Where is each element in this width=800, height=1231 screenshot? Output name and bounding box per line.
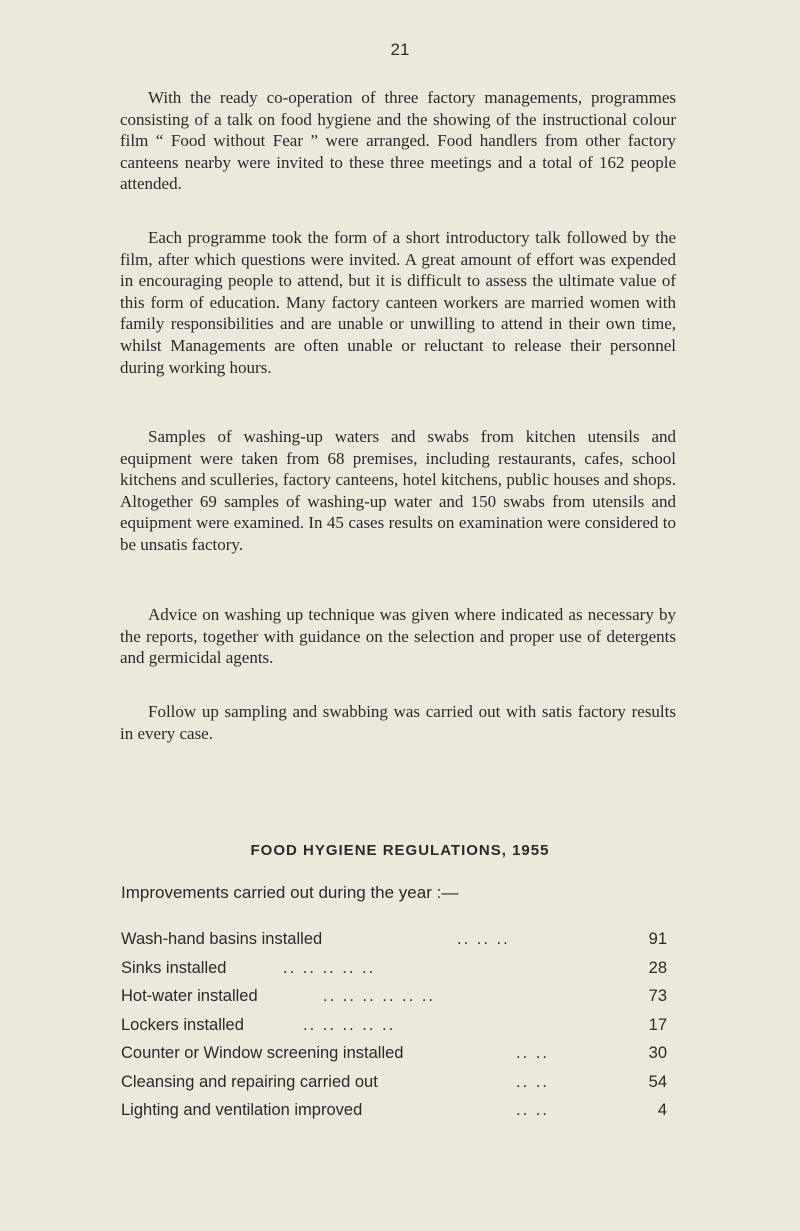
list-item bbox=[121, 987, 667, 1016]
improvements-intro: Improvements carried out during the year :— bbox=[121, 883, 459, 902]
item-label: Cleansing and repairing carried out bbox=[121, 1072, 378, 1091]
list-item bbox=[121, 1073, 667, 1102]
leader-dots: .. .. bbox=[516, 1101, 549, 1119]
item-value: 17 bbox=[648, 1015, 667, 1034]
page-number: 21 bbox=[390, 40, 410, 59]
paragraph-follow-up: Follow up sampling and swabbing was carried out with satis factory results in every case. bbox=[120, 702, 676, 743]
leader-dots: .. .. .. .. .. bbox=[283, 958, 376, 977]
paragraph-programme-format: Each programme took the form of a short introductory talk followed by the film, after which questions were invited. A great amount of effort was expended in encouraging people to attend, but it is difficult to assess the ultimate value of this form of education. Many factory canteen workers are married women with family responsibilities and are unable or unwilling to attend in their own time, whilst Managements are often unable or reluctant to release their personnel during working hours. bbox=[120, 228, 676, 377]
item-value: 54 bbox=[648, 1072, 667, 1091]
paragraph-film-programmes: With the ready co-operation of three factory managements, programmes consisting of a talk on food hygiene and the showing of the instructional colour film “ Food without Fear ” were arranged. Food handlers from other factory canteens nearby were invited to these three meetings and a total of 162 people attended. bbox=[120, 88, 676, 194]
section-heading: FOOD HYGIENE REGULATIONS, 1955 bbox=[250, 842, 550, 859]
item-label: Hot-water installed bbox=[121, 987, 258, 1005]
item-label: Wash-hand basins installed bbox=[121, 930, 323, 948]
item-value: 73 bbox=[648, 987, 667, 1005]
list-item bbox=[121, 959, 667, 988]
leader-dots: .. .. bbox=[516, 1072, 549, 1091]
leader-dots: .. .. .. bbox=[457, 930, 510, 948]
list-item bbox=[121, 1016, 667, 1045]
list-item bbox=[121, 1101, 667, 1130]
item-value: 30 bbox=[648, 1044, 667, 1062]
leader-dots: .. .. .. .. .. .. bbox=[323, 987, 435, 1005]
item-label: Counter or Window screening installed bbox=[121, 1044, 404, 1062]
item-label: Lighting and ventilation improved bbox=[121, 1101, 363, 1119]
leader-dots: .. .. bbox=[516, 1044, 549, 1062]
item-value: 28 bbox=[648, 958, 667, 977]
paragraph-samples: Samples of washing-up waters and swabs from kitchen utensils and equipment were taken from 68 premises, including restaurants, cafes, school kitchens and sculleries, factory canteens, hotel kitchens, public houses and shops. Altogether 69 samples of washing-up water and 150 swabs from utensils and equipment were examined. In 45 cases results on examination were considered to be unsatis factory. bbox=[120, 427, 676, 554]
item-label: Lockers installed bbox=[121, 1015, 244, 1034]
leader-dots: .. .. .. .. .. bbox=[303, 1015, 396, 1034]
paragraph-advice: Advice on washing up technique was given where indicated as necessary by the reports, together with guidance on the selection and proper use of detergents and germicidal agents. bbox=[120, 605, 676, 668]
list-item bbox=[121, 1044, 667, 1073]
item-label: Sinks installed bbox=[121, 958, 227, 977]
improvements-list bbox=[121, 930, 667, 1130]
item-value: 91 bbox=[648, 930, 667, 948]
list-item bbox=[121, 930, 667, 959]
item-value: 4 bbox=[657, 1101, 667, 1119]
